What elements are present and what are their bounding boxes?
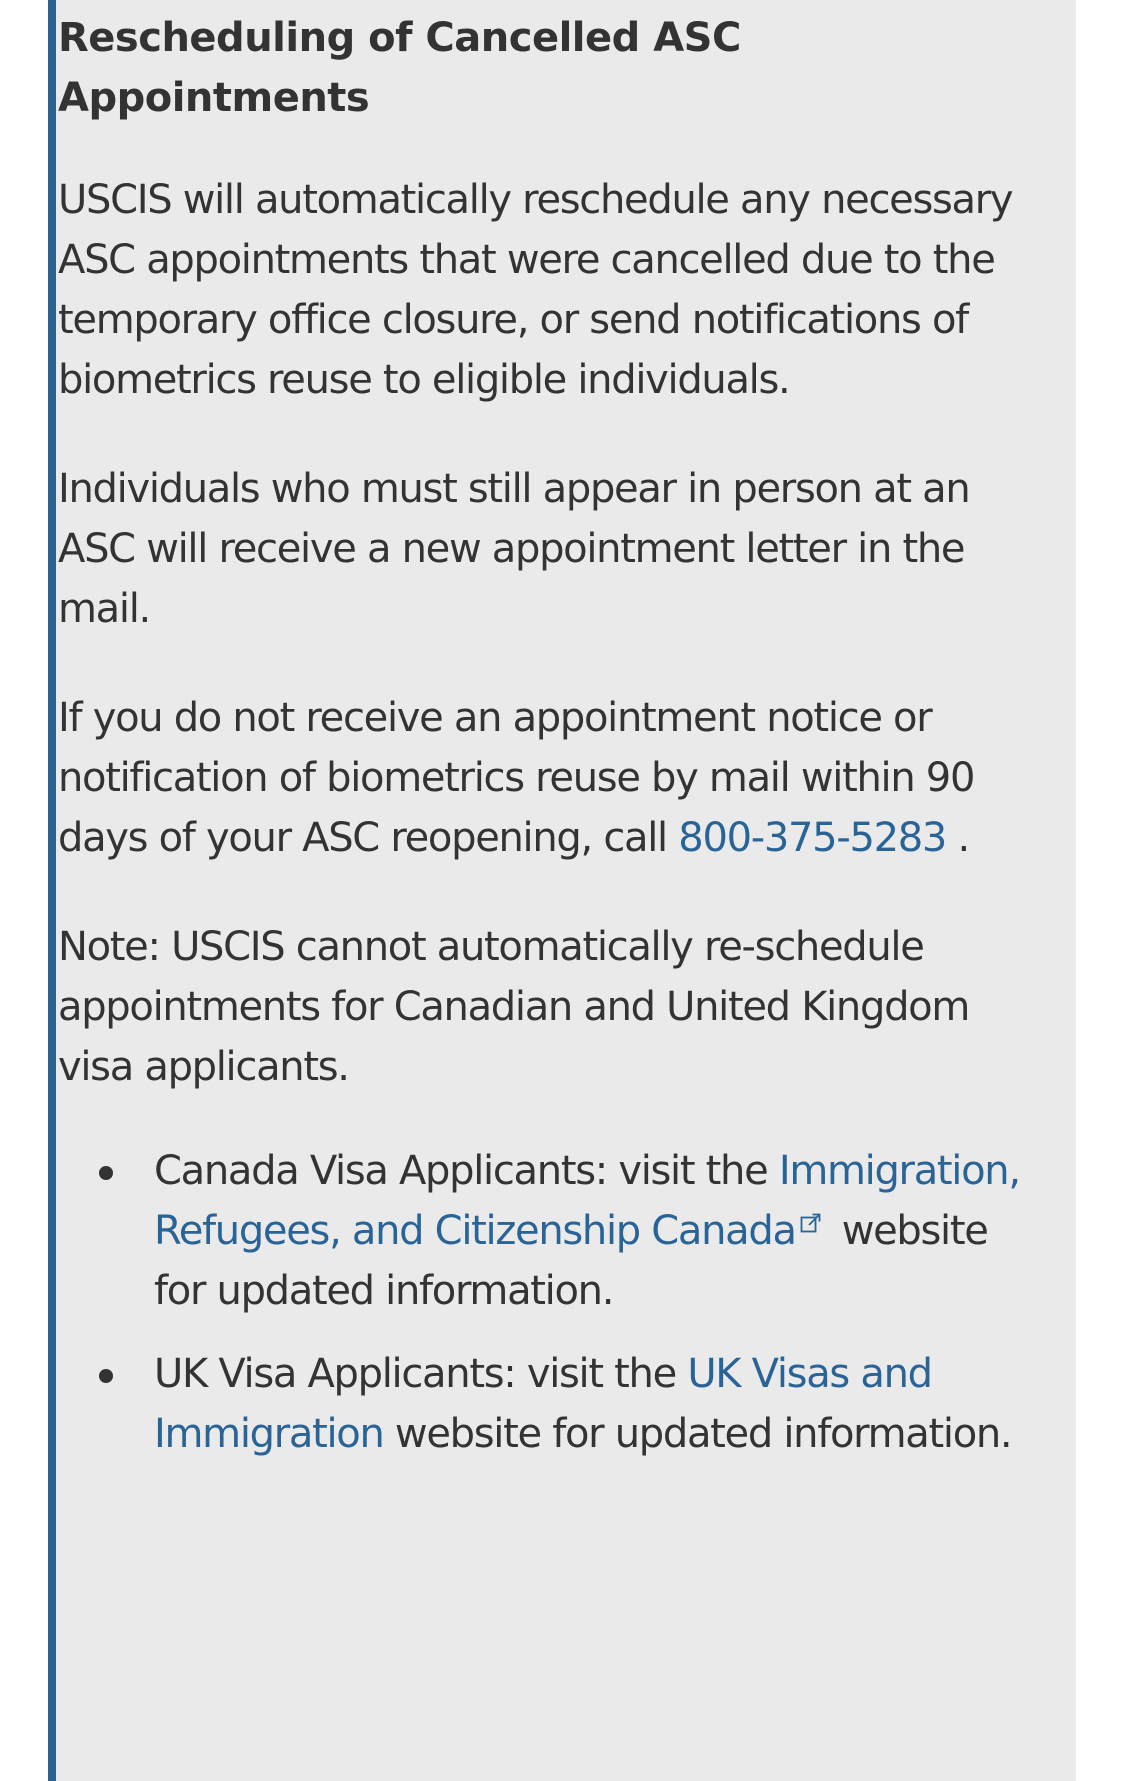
list-item-suffix: website for updated information. — [154, 1208, 988, 1314]
bullet-icon — [99, 1369, 113, 1383]
list-item-text: UK Visa Applicants: visit the — [154, 1351, 688, 1397]
list-item — [58, 1344, 1028, 1464]
phone-link[interactable]: 800-375-5283 — [678, 815, 947, 861]
contact-text: If you do not receive an appointment notice or notification of biometrics reuse by mail within 90 days of your ASC reopening, call — [58, 695, 975, 861]
external-link-icon[interactable] — [800, 1212, 822, 1234]
list-item — [58, 1141, 1028, 1321]
ircc-link[interactable]: Immigration, Refugees, and Citizenship Canada — [154, 1148, 1020, 1254]
list-item-text: Canada Visa Applicants: visit the — [154, 1148, 779, 1194]
note-paragraph: Note: USCIS cannot automatically re-schedule appointments for Canadian and United Kingdom visa applicants. — [58, 924, 970, 1090]
visa-applicant-list — [58, 1141, 1028, 1464]
section-heading: Rescheduling of Cancelled ASC Appointments — [58, 15, 741, 121]
ukvi-link[interactable]: UK Visas and Immigration — [154, 1351, 932, 1457]
list-item-suffix: website for updated information. — [383, 1411, 1012, 1457]
panel-content — [58, 0, 1028, 1464]
in-person-paragraph: Individuals who must still appear in person at an ASC will receive a new appointment letter in the mail. — [58, 466, 970, 632]
reschedule-paragraph: USCIS will automatically reschedule any necessary ASC appointments that were cancelled due to the temporary office closure, or send notifications of biometrics reuse to eligible individuals. — [58, 177, 1013, 403]
bullet-icon — [99, 1166, 113, 1180]
contact-paragraph — [58, 688, 1028, 868]
contact-suffix: . — [946, 815, 969, 861]
